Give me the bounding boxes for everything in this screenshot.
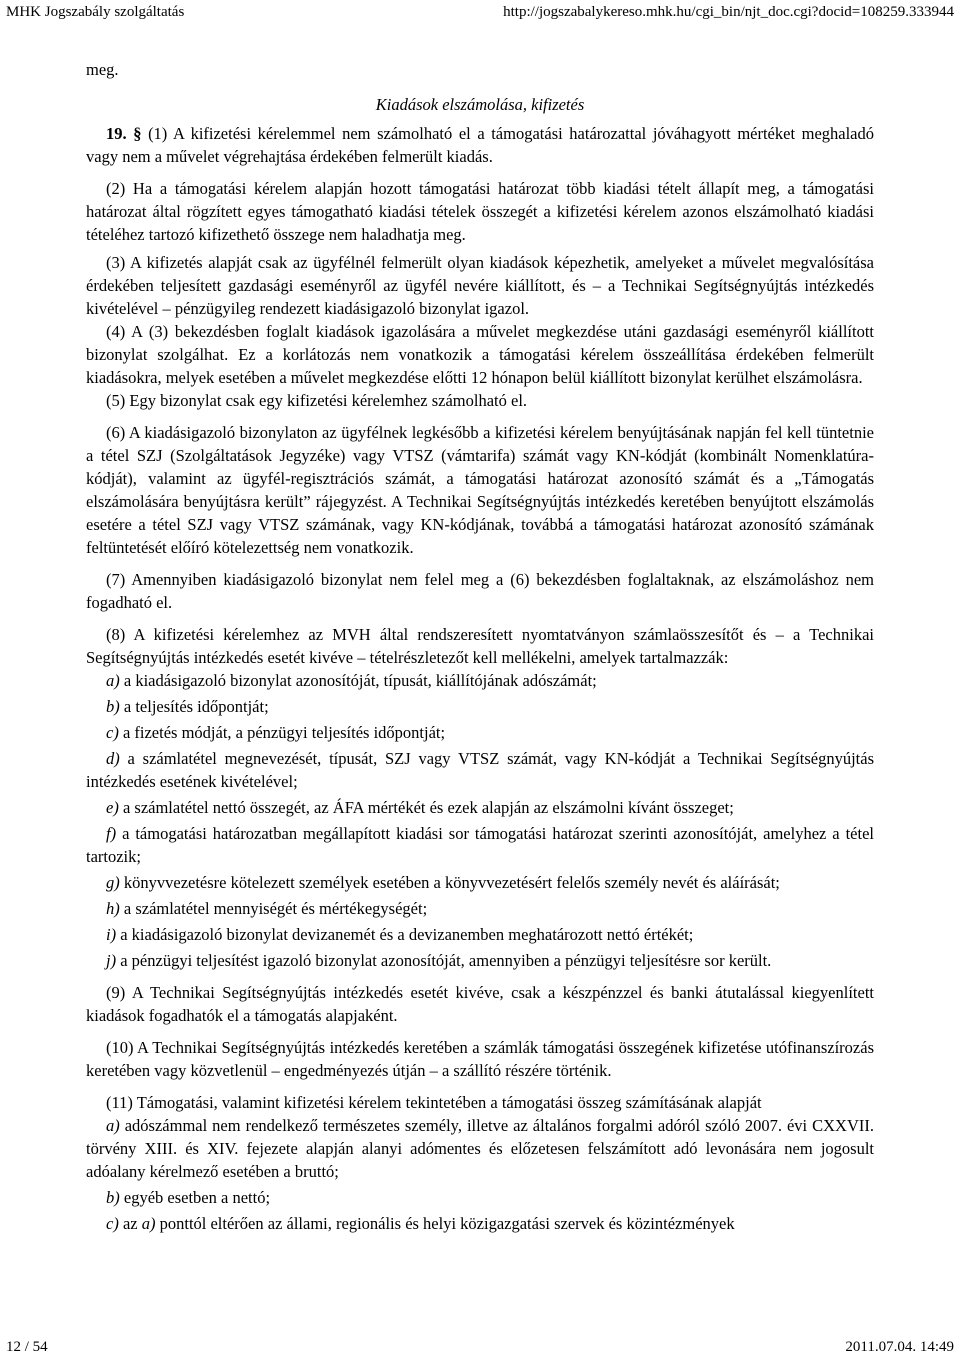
item-text: könyvvezetésre kötelezett személyek esetében a könyvvezetésért felelős személy nevét és aláírását; [123, 873, 780, 892]
paragraph-19-10: (10) A Technikai Segítségnyújtás intézkedés keretében a számlák támogatási összegének kifizetése utófinanszírozás keretében vagy közvetlenül – engedményezés útján – a szállító részére történik. [86, 1038, 874, 1080]
item-label: a) [106, 671, 120, 690]
item-label: c) [106, 1214, 119, 1233]
header-source: MHK Jogszabály szolgáltatás [6, 4, 185, 20]
item-text: a kiadásigazoló bizonylat devizanemét és a devizanemben meghatározott nettó értékét; [120, 925, 694, 944]
paragraph-19-11: (11) Támogatási, valamint kifizetési kérelem tekintetében a támogatási összeg számításának alapját [106, 1093, 762, 1112]
item-label: h) [106, 899, 120, 918]
list-item [86, 695, 874, 718]
paragraph-19-3: (3) A kifizetés alapját csak az ügyfélnél felmerült olyan kiadások képezhetik, amelyeket a művelet megvalósítása érdekében teljesített gazdasági eseményről az ügyfél nevére kiállított, és – a Technikai Segítségnyújtás intézkedés kivételével – pénzügyileg rendezett kiadásigazoló bizonylat igazol. [86, 253, 874, 318]
item-label: i) [106, 925, 117, 944]
list-item [86, 669, 874, 692]
list-item [86, 747, 874, 793]
item-label: a) [106, 1116, 120, 1135]
item-label: b) [106, 697, 120, 716]
item-reference: a) [141, 1214, 156, 1233]
lead-text: meg. [86, 60, 119, 79]
paragraph-19-1-text: (1) A kifizetési kérelemmel nem számolható el a támogatási határozattal jóváhagyott mértéket meghaladó vagy nem a művelet végrehajtása érdekében felmerült kiadás. [86, 124, 875, 166]
item-text: a támogatási határozatban megállapított kiadási sor támogatási határozat szerinti azonosítóját, amelyhez a tétel tartozik; [86, 824, 874, 866]
item-text: a kiadásigazoló bizonylat azonosítóját, típusát, kiállítójának adószámát; [123, 671, 597, 690]
paragraph-19-8: (8) A kifizetési kérelemhez az MVH által rendszeresített nyomtatványon számlaösszesítőt és – a Technikai Segítségnyújtás intézkedés esetét kivéve – tételrészletezőt kell mellékelni, amelyek tartalmazzák: [86, 625, 874, 667]
page-header [6, 2, 954, 22]
document-body [86, 58, 874, 1235]
paragraph-19-4: (4) A (3) bekezdésben foglalt kiadások igazolására a művelet megkezdése utáni gazdasági eseményről kiállított bizonylat szolgálhat. Ez a korlátozás nem vonatkozik a támogatási kérelem összeállítása érdekében felmerült kiadásokra, melyek esetében a művelet megkezdése előtti 12 hónapon belül kiállított bizonylat kerülhet elszámolásra. [86, 322, 874, 387]
header-url[interactable]: http://jogszabalykereso.mhk.hu/cgi_bin/njt_doc.cgi?docid=108259.333944 [503, 4, 954, 20]
item-label: j) [106, 951, 117, 970]
item-label: b) [106, 1188, 120, 1207]
section-number: 19. [106, 124, 127, 143]
section-sign: § [133, 124, 142, 143]
list-19-8 [86, 669, 874, 972]
item-label: e) [106, 798, 119, 817]
list-item [86, 1212, 874, 1235]
item-label: c) [106, 723, 119, 742]
item-text: adószámmal nem rendelkező természetes személy, illetve az általános forgalmi adóról szóló 2007. évi CXXVII. törvény XIII. és XIV. fejezete alapján alanyi adómentes és előzetesen felszámított adó levonására nem jogosult adóalany kérelmező esetében a bruttó; [86, 1116, 874, 1181]
item-text: a pénzügyi teljesítést igazoló bizonylat azonosítóját, amennyiben a pénzügyi teljesítésre sor került. [120, 951, 772, 970]
item-label: f) [106, 824, 117, 843]
list-19-11 [86, 1114, 874, 1235]
item-label: g) [106, 873, 120, 892]
item-text: a teljesítés időpontját; [123, 697, 269, 716]
list-item [86, 1114, 874, 1183]
paragraph-19-2: (2) Ha a támogatási kérelem alapján hozott támogatási határozat több kiadási tételt állapít meg, a támogatási határozat által rögzített egyes támogatható kiadási tételek összegét a kifizetési kérelem azonos elszámolható kiadási tételéhez tartozó kifizethető összege nem haladhatja meg. [86, 179, 874, 244]
paragraph-19-5: (5) Egy bizonylat csak egy kifizetési kérelemhez számolható el. [106, 391, 528, 410]
item-text: a számlatétel mennyiségét és mértékegységét; [123, 899, 428, 918]
list-item [86, 1186, 874, 1209]
page-number: 12 / 54 [6, 1339, 48, 1355]
list-item [86, 721, 874, 744]
item-text: a számlatétel nettó összegét, az ÁFA mértékét és ezek alapján az elszámolni kívánt összeget; [122, 798, 734, 817]
item-text: ponttól eltérően az állami, regionális és helyi közigazgatási szervek és közintézmények [159, 1214, 735, 1233]
page-footer [6, 1338, 954, 1356]
list-item [86, 822, 874, 868]
list-item [86, 897, 874, 920]
item-label: d) [106, 749, 120, 768]
item-text-pre: az [122, 1214, 138, 1233]
print-datetime: 2011.07.04. 14:49 [845, 1339, 954, 1355]
list-item [86, 871, 874, 894]
paragraph-19-9: (9) A Technikai Segítségnyújtás intézkedés esetét kivéve, csak a készpénzzel és banki átutalással kiegyenlített kiadások fogadhatók el a támogatás alapjaként. [86, 983, 874, 1025]
paragraph-19-6: (6) A kiadásigazoló bizonylaton az ügyfélnek legkésőbb a kifizetési kérelem benyújtásának napján fel kell tüntetnie a tétel SZJ (Szolgáltatások Jegyzéke) vagy VTSZ (vámtarifa) számát vagy KN-kódját (kombinált Nomenklatúra-kódját), valamint az ügyfél-regisztrációs számát, a támogatási határozat azonosító számát és a „Támogatás elszámolására benyújtásra került” rájegyzést. A Technikai Segítségnyújtás intézkedés keretében benyújtott elszámolás esetére a tétel SZJ vagy VTSZ számának, vagy KN-kódjának, továbbá a támogatási határozat azonosító számának feltüntetését előíró kötelezettség nem vonatkozik. [86, 423, 874, 557]
item-text: egyéb esetben a nettó; [123, 1188, 271, 1207]
item-text: a számlatétel megnevezését, típusát, SZJ vagy VTSZ számát, vagy KN-kódját a Technikai Segítségnyújtás intézkedés esetének kivételével; [86, 749, 875, 791]
list-item [86, 923, 874, 946]
section-title: Kiadások elszámolása, kifizetés [375, 95, 585, 114]
paragraph-19-1 [86, 122, 874, 168]
item-text: a fizetés módját, a pénzügyi teljesítés időpontját; [122, 723, 446, 742]
list-item [86, 796, 874, 819]
paragraph-19-7: (7) Amennyiben kiadásigazoló bizonylat nem felel meg a (6) bekezdésben foglaltaknak, az elszámoláshoz nem fogadható el. [86, 570, 874, 612]
list-item [86, 949, 874, 972]
